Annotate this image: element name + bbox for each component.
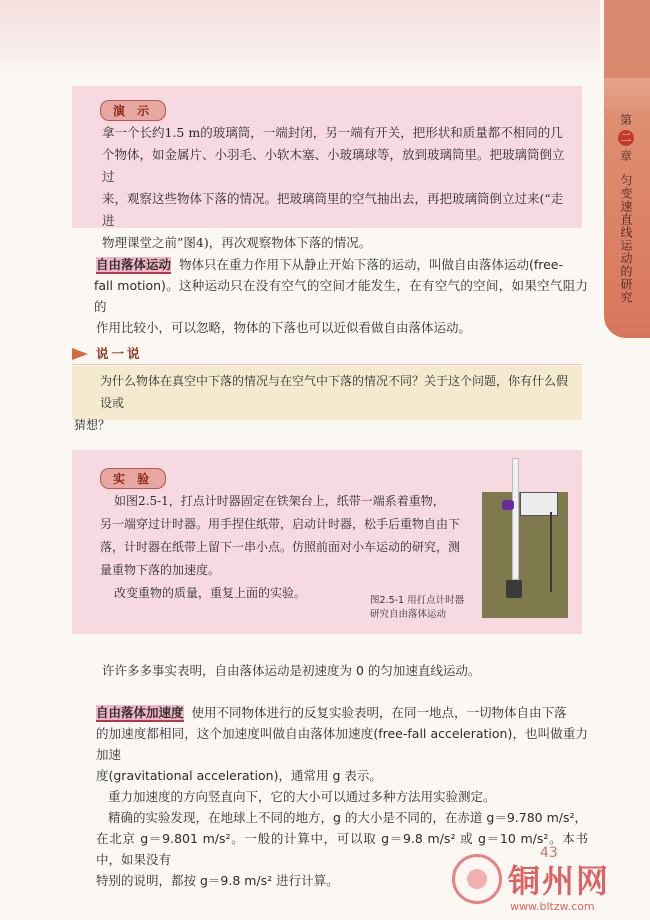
demo-line: 物理课堂之前”图4)，再次观察物体下落的情况。 — [102, 235, 372, 250]
experiment-line: 另一端穿过计时器。用手捏住纸带，启动计时器，松手后重物自由下 — [100, 517, 461, 531]
freefall-line1: 物体只在重力作用下从静止开始下落的运动，叫做自由落体运动(free- — [178, 257, 564, 272]
chapter-prefix: 第 — [619, 113, 632, 127]
freefall-paragraph — [96, 254, 588, 338]
experiment-text — [100, 490, 468, 605]
gravity-line1: 使用不同物体进行的反复实验表明，在同一地点，一切物体自由下落 — [191, 705, 567, 720]
experiment-label: 实 验 — [100, 468, 166, 489]
demo-line: 来，观察这些物体下落的情况。把玻璃筒里的空气抽出去，再把玻璃筒倒立过来(“走进 — [102, 191, 564, 228]
demo-label: 演 示 — [100, 100, 166, 121]
page-number: 43 — [540, 845, 558, 861]
caption-line2: 研究自由落体运动 — [370, 609, 447, 620]
experiment-line: 落，计时器在纸带上留下一串小点。仿照前面对小车运动的研究，测 — [100, 540, 461, 554]
figure-caption — [370, 594, 464, 622]
falling-weight — [506, 580, 522, 598]
watermark-name: 铜州网 — [508, 862, 611, 900]
gravity-p3-line3: 特别的说明，都按 g＝9.8 m/s² 进行计算。 — [96, 873, 339, 888]
watermark-url: www.bltzw.com — [510, 900, 595, 913]
chapter-title: 匀变速直线运动的研究 — [619, 174, 633, 304]
gravity-p2: 重力加速度的方向竖直向下，它的大小可以通过多种方法用实验测定。 — [108, 789, 496, 804]
demo-line: 拿一个长约1.5 m的玻璃筒，一端封闭，另一端有开关，把形状和质量都不相同的几 — [102, 125, 563, 140]
top-band — [0, 0, 600, 76]
demo-line: 个物体，如金属片、小羽毛、小软木塞、小玻璃球等，放到玻璃筒里。把玻璃筒倒立过 — [102, 147, 565, 184]
freefall-line2: fall motion)。这种运动只在没有空气的空间才能发生，在有空气的空间，如果空气阻力的 — [94, 278, 588, 314]
gravity-line3: 度(gravitational acceleration)，通常用 g 表示。 — [96, 768, 382, 783]
caption-line1: 图2.5-1 用打点计时器 — [370, 595, 465, 606]
freefall-line3: 作用比较小，可以忽略，物体的下落也可以近似看做自由落体运动。 — [96, 320, 472, 335]
gravity-line2: 的加速度都相同，这个加速度叫做自由落体加速度(free-fall acceleration)，也叫做重力加速 — [96, 726, 588, 762]
chapter-number: 二 — [618, 130, 634, 146]
talk-line1: 为什么物体在真空中下落的情况与在空气中下落的情况不同？关于这个问题，你有什么假设或 — [100, 374, 569, 410]
talk-label: 说一说 — [96, 346, 143, 361]
timer-clip — [502, 500, 514, 510]
gravity-p3-line2: 在北京 g＝9.801 m/s²。一般的计算中，可以取 g＝9.8 m/s² 或 g＝10 m/s²。本书中，如果没有 — [96, 831, 588, 867]
talk-text — [74, 370, 576, 436]
talk-line2: 猜想？ — [74, 418, 111, 432]
experiment-line: 量重物下落的加速度。 — [100, 563, 221, 577]
arrow-icon — [72, 348, 88, 360]
talk-header — [72, 344, 582, 365]
conclusion: 许许多多事实表明，自由落体运动是初速度为 0 的匀加速直线运动。 — [102, 663, 481, 678]
demo-text — [102, 122, 572, 254]
timer-wire — [550, 512, 552, 592]
gravity-term: 自由落体加速度 — [96, 705, 184, 720]
ticker-timer — [520, 492, 558, 516]
paper-tape — [512, 458, 519, 580]
gravity-p3-line1: 精确的实验发现，在地球上不同的地方，g 的大小是不同的，在赤道 g＝9.780 m/s²， — [108, 810, 587, 825]
experiment-line: 改变重物的质量，重复上面的实验。 — [114, 586, 307, 600]
chapter-side-tab-top — [604, 0, 650, 78]
freefall-term: 自由落体运动 — [96, 257, 172, 272]
chapter-suffix: 章 — [619, 149, 632, 163]
watermark-logo-icon — [452, 854, 502, 904]
chapter-marker — [611, 112, 641, 304]
experiment-line: 如图2.5-1，打点计时器固定在铁架台上，纸带一端系着重物， — [114, 494, 445, 508]
